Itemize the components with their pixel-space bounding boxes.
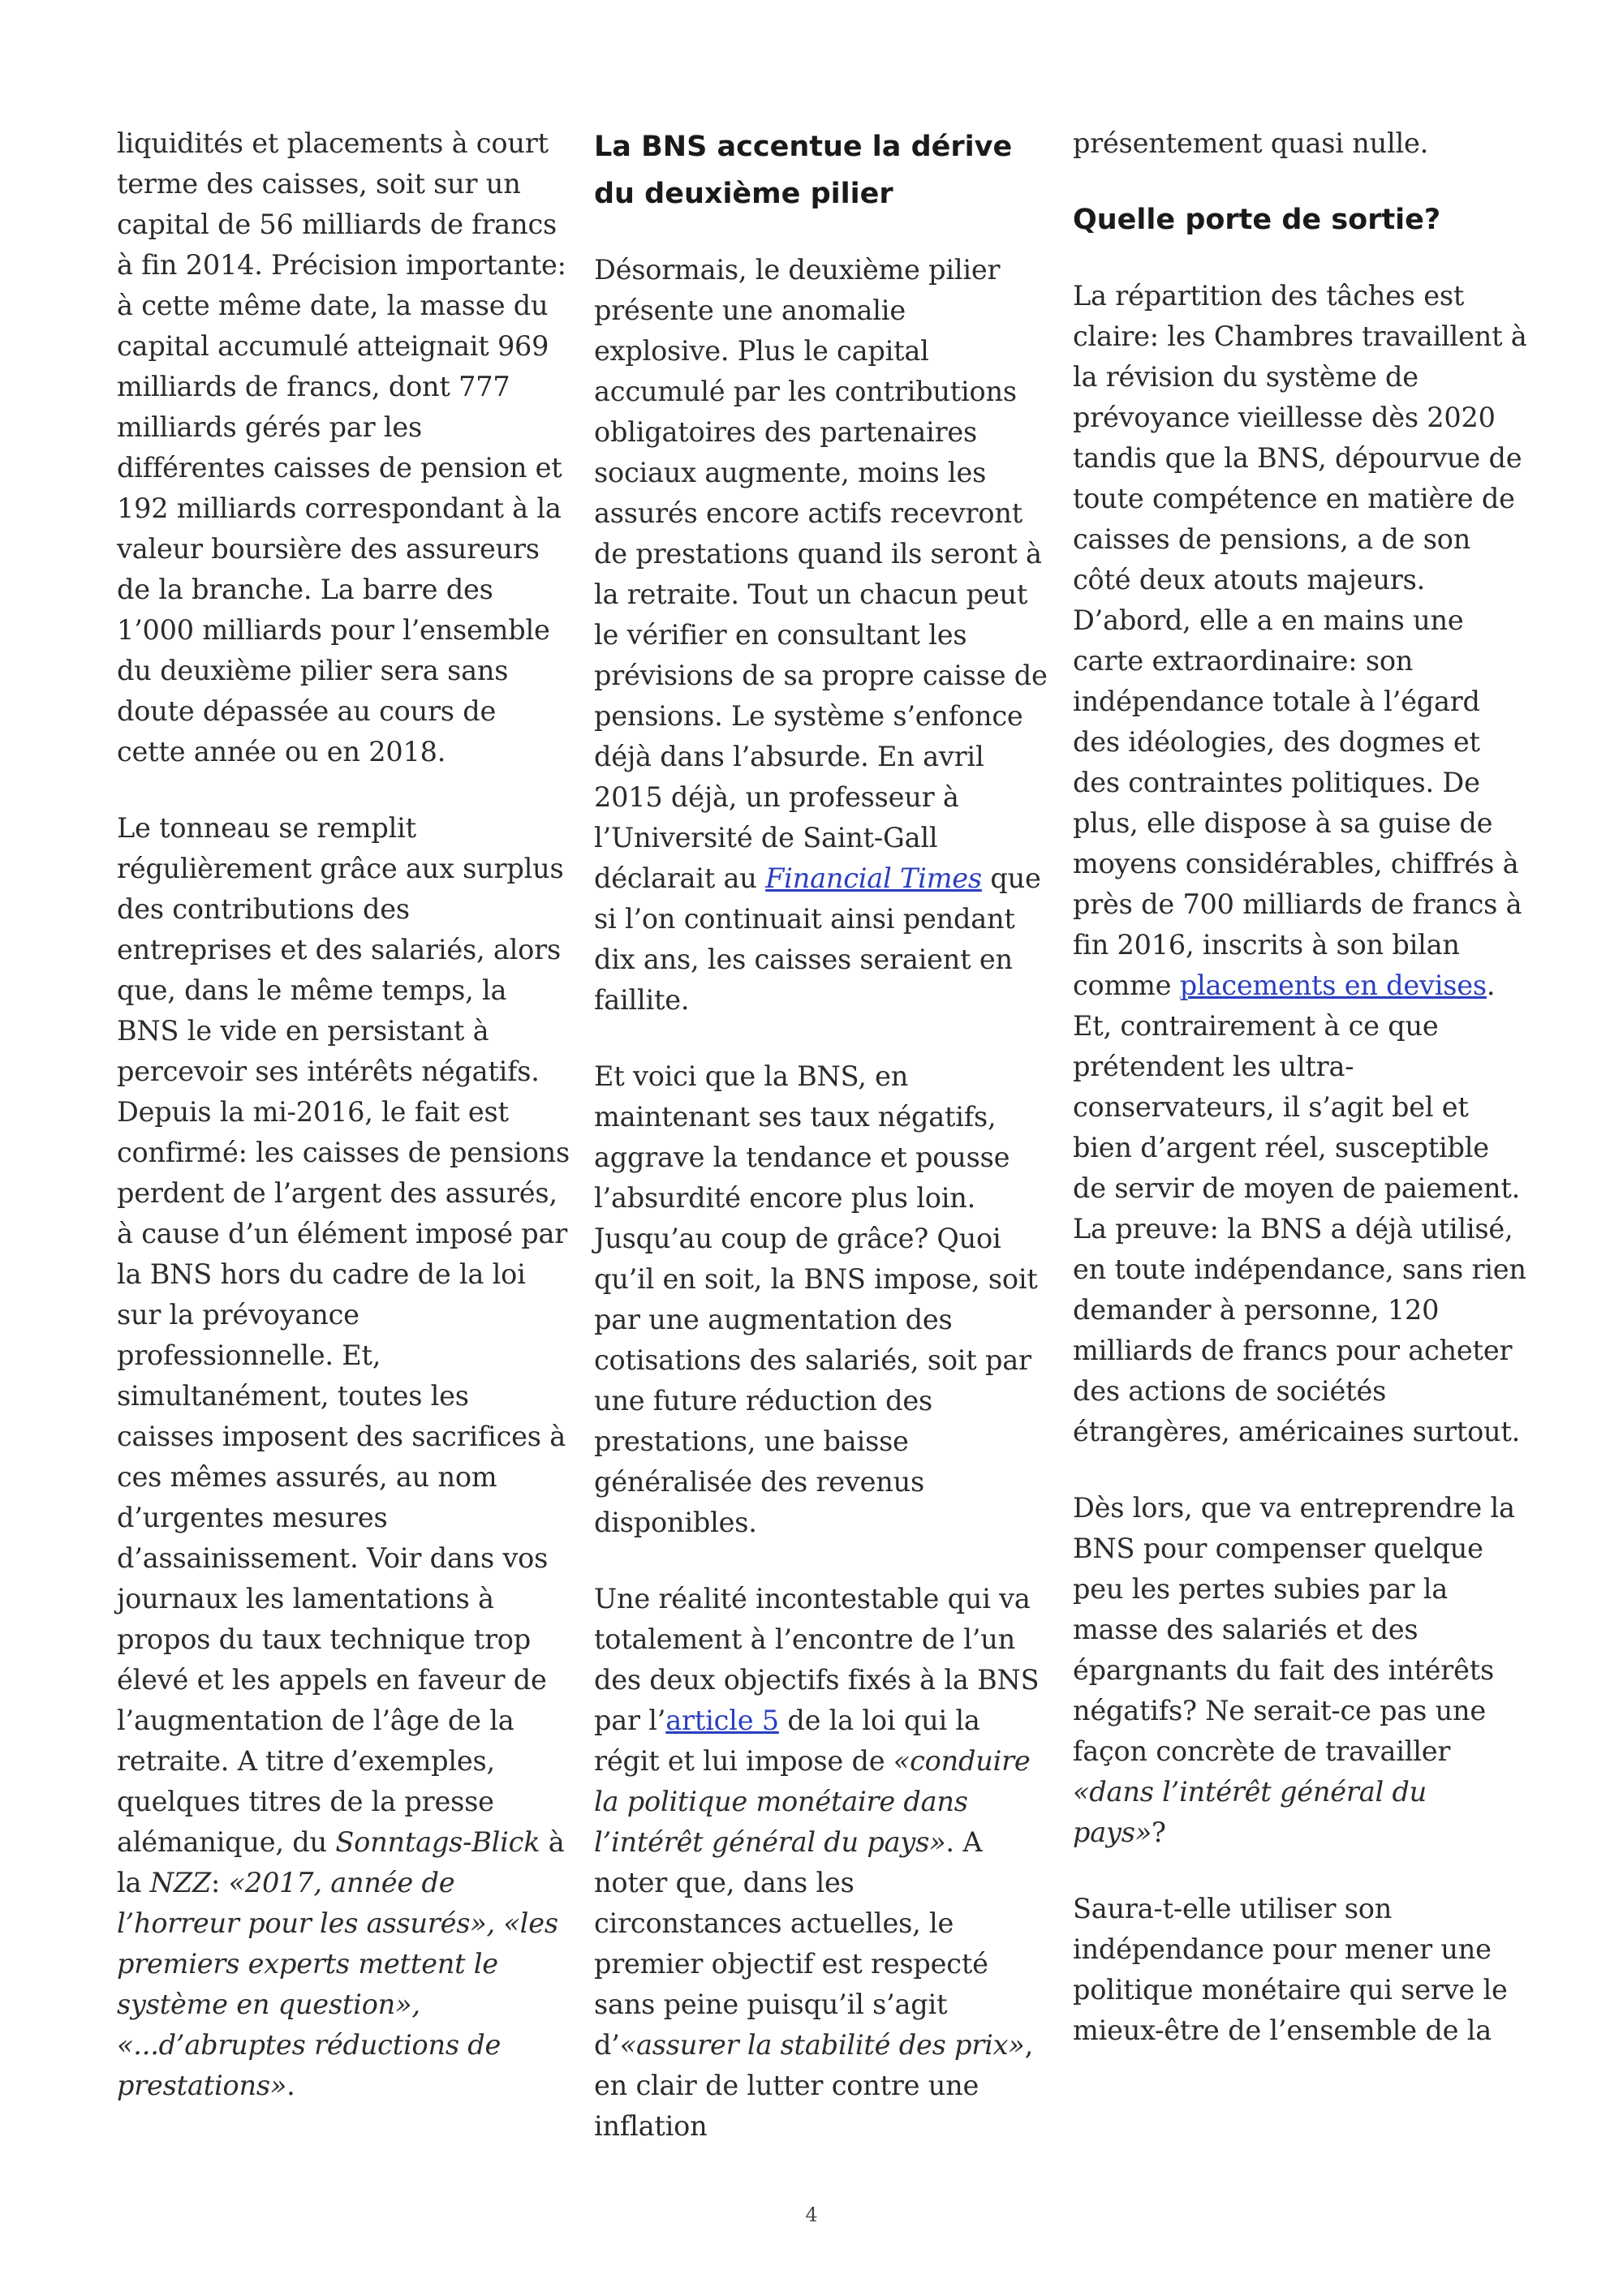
quote: «conduire la politique monétaire dans l’intérêt général du pays» (594, 1745, 1031, 1858)
paragraph (594, 1579, 1048, 2147)
paragraph (1073, 1488, 1527, 1853)
paragraph: liquidités et placements à court terme des caisses, soit sur un capital de 56 milliards de francs à fin 2014. Précision importante: à cette même date, la masse du capital accumulé atteignait 969 milliards de francs, dont 777 milliards gérés par les différentes caisses de pension et 192 milliards correspondant à la valeur boursière des assureurs de la branche. La barre des 1’000 milliards pour l’ensemble du deuxième pilier sera sans doute dépassée au cours de cette année ou en 2018. (117, 127, 566, 767)
text: . A noter que, dans les circonstances actuelles, le premier objectif est respecté sans peine puisqu’il s’agit d’ (594, 1826, 988, 2061)
quote: «assurer la stabilité des prix» (619, 2029, 1025, 2061)
quoted-headlines: «2017, année de l’horreur pour les assurés», «les premiers experts mettent le système en question», «...d’abruptes réductions de prestations» (117, 1867, 558, 2101)
section-heading: Quelle porte de sortie? (1073, 204, 1441, 236)
placements-en-devises-link[interactable]: placements en devises (1179, 970, 1487, 1001)
paragraph: Saura-t-elle utiliser son indépendance pour mener une politique monétaire qui serve le mieux-être de l’ensemble de la (1073, 1893, 1508, 2046)
newspaper-name: Sonntags-Blick (335, 1826, 540, 1858)
paragraph (117, 808, 571, 2106)
newspaper-name: NZZ (149, 1867, 212, 1898)
text: . Et, contrairement à ce que prétendent les ultra-conservateurs, il s’agit bel et bien d’argent réel, susceptible de servir de moyen de paiement. La preuve: la BNS a déjà utilisé, en toute indépendance, sans rien demander à personne, 120 milliards de francs pour acheter des actions de sociétés étrangères, américaines surtout. (1073, 970, 1526, 1447)
text: , en clair de lutter contre une inflation (594, 2029, 1034, 2142)
article-5-link[interactable]: article 5 (665, 1705, 779, 1736)
text: à la (117, 1826, 565, 1898)
text: La répartition des tâches est claire: les Chambres travaillent à la révision du système de prévoyance vieillesse dès 2020 tandis que la BNS, dépourvue de toute compétence en matière de caisses de pensions, a de son côté deux atouts majeurs. D’abord, elle a en mains une carte extraordinaire: son indépendance totale à l’égard des idéologies, des dogmes et des contraintes politiques. De plus, elle dispose à sa guise de moyens considérables, chiffrés à près de 700 milliards de francs à fin 2016, inscrits à son bilan comme (1073, 280, 1527, 1001)
section-heading: La BNS accentue la dérive du deuxième pilier (594, 131, 1013, 210)
text: : (211, 1867, 229, 1898)
column-2 (594, 123, 1048, 2182)
page-number: 4 (805, 2204, 818, 2226)
text: . (286, 2070, 295, 2101)
text: Le tonneau se remplit régulièrement grâce aux surplus des contributions des entreprises et des salariés, alors que, dans le même temps, la BNS le vide en persistant à percevoir ses intérêts négatifs. Depuis la mi-2016, le fait est confirmé: les caisses de pensions perdent de l’argent des assurés, à cause d’un élément imposé par la BNS hors du cadre de la loi sur la prévoyance professionnelle. Et, simultanément, toutes les caisses imposent des sacrifices à ces mêmes assurés, au nom d’urgentes mesures d’assainissement. Voir dans vos journaux les lamentations à propos du taux technique trop élevé et les appels en faveur de l’augmentation de l’âge de la retraite. A titre d’exemples, quelques titres de la presse alémanique, du (117, 812, 570, 1858)
quote: «dans l’intérêt général du pays» (1073, 1776, 1427, 1848)
column-1 (117, 123, 571, 2142)
text: de la loi qui la régit et lui impose de (594, 1705, 980, 1777)
paragraph: présentement quasi nulle. (1073, 127, 1429, 159)
paragraph (1073, 276, 1527, 1452)
text: Une réalité incontestable qui va totalement à l’encontre de l’un des deux objectifs fixés à la BNS par l’ (594, 1583, 1040, 1736)
text: Désormais, le deuxième pilier présente une anomalie explosive. Plus le capital accumulé par les contributions obligatoires des partenaires sociaux augmente, moins les assurés encore actifs recevront de prestations quand ils seront à la retraite. Tout un chacun peut le vérifier en consultant les prévisions de sa propre caisse de pensions. Le système s’enfonce déjà dans l’absurde. En avril 2015 déjà, un professeur à l’Université de Saint-Gall déclarait au (594, 254, 1048, 894)
column-3 (1073, 123, 1527, 2087)
financial-times-link[interactable]: Financial Times (765, 862, 982, 894)
text: que si l’on continuait ainsi pendant dix ans, les caisses seraient en faillite. (594, 862, 1041, 1016)
text: Dès lors, que va entreprendre la BNS pour compenser quelque peu les pertes subies par la masse des salariés et des épargnants du fait des intérêts négatifs? Ne serait-ce pas une façon concrète de travailler (1073, 1492, 1515, 1767)
paragraph: Et voici que la BNS, en maintenant ses taux négatifs, aggrave la tendance et pousse l’absurdité encore plus loin. Jusqu’au coup de grâce? Quoi qu’il en soit, la BNS impose, soit par une augmentation des cotisations des salariés, soit par une future réduction des prestations, une baisse généralisée des revenus disponibles. (594, 1060, 1038, 1538)
text: ? (1152, 1817, 1166, 1848)
paragraph (594, 250, 1048, 1021)
